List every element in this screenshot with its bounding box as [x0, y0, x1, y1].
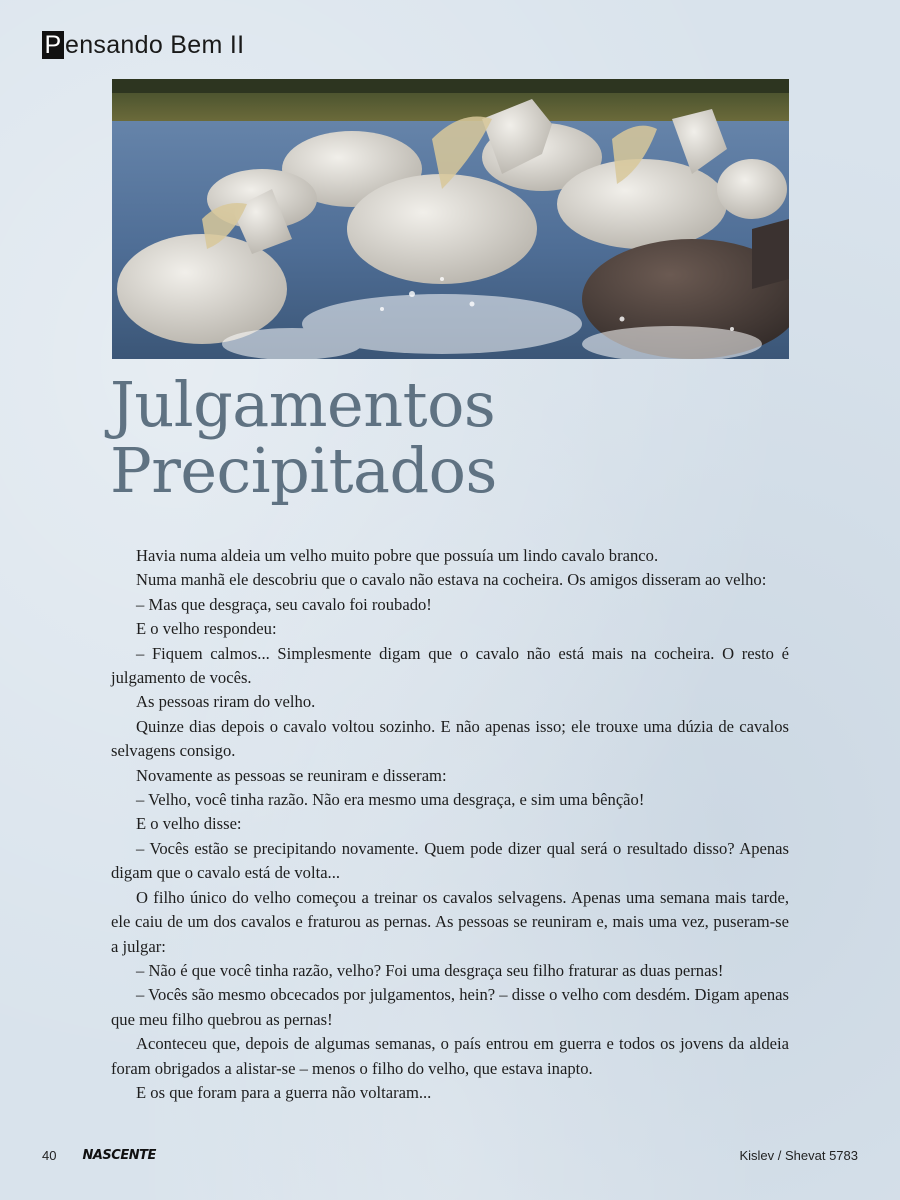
- paragraph: Quinze dias depois o cavalo voltou sozinho. E não apenas isso; ele trouxe uma dúzia de cavalos selvagens consigo.: [111, 716, 789, 761]
- page-number: 40: [42, 1148, 57, 1163]
- article-title-line-2: Precipitados: [110, 434, 497, 507]
- paragraph: E o velho disse:: [136, 814, 242, 834]
- footer-left: [42, 1148, 156, 1163]
- paragraph: As pessoas riram do velho.: [136, 692, 316, 712]
- paragraph: – Mas que desgraça, seu cavalo foi roubado!: [136, 594, 432, 614]
- paragraph: Novamente as pessoas se reuniram e disseram:: [136, 765, 447, 785]
- paragraph: – Não é que você tinha razão, velho? Foi uma desgraça seu filho fraturar as duas pernas!: [136, 960, 724, 980]
- paragraph: – Velho, você tinha razão. Não era mesmo uma desgraça, e sim uma bênção!: [136, 790, 645, 810]
- paragraph: – Fiquem calmos... Simplesmente digam que o cavalo não está mais na cocheira. O resto é julgamento de vocês.: [111, 643, 789, 688]
- magazine-logo: NASCENTE: [82, 1148, 156, 1163]
- paragraph: E os que foram para a guerra não voltaram...: [136, 1082, 432, 1102]
- paragraph: Havia numa aldeia um velho muito pobre que possuía um lindo cavalo branco.: [136, 546, 659, 565]
- section-header: [42, 30, 244, 60]
- article-title: [110, 368, 497, 507]
- article-body: [111, 544, 789, 1105]
- section-header-initial: P: [42, 31, 64, 59]
- paragraph: E o velho respondeu:: [136, 619, 277, 639]
- issue-date: Kislev / Shevat 5783: [739, 1148, 858, 1163]
- paragraph: Numa manhã ele descobriu que o cavalo não estava na cocheira. Os amigos disseram ao velho:: [136, 570, 767, 590]
- section-header-text: ensando Bem II: [65, 30, 245, 59]
- paragraph: Aconteceu que, depois de algumas semanas, o país entrou em guerra e todos os jovens da aldeia foram obrigados a alistar-se – menos o filho do velho, que estava inapto.: [111, 1034, 789, 1078]
- article-title-line-1: Julgamentos: [110, 368, 496, 441]
- paragraph: – Vocês estão se precipitando novamente. Quem pode dizer qual será o resultado disso? Apenas digam que o cavalo está de volta...: [111, 838, 789, 883]
- paragraph: O filho único do velho começou a treinar os cavalos selvagens. Apenas uma semana mais tarde, ele caiu de um dos cavalos e fraturou as pernas. As pessoas se reuniram e, mais uma vez, puseram-se a julgar:: [111, 887, 789, 956]
- paragraph: – Vocês são mesmo obcecados por julgamentos, hein? – disse o velho com desdém. Digam apenas que meu filho quebrou as pernas!: [111, 985, 789, 1029]
- hero-image-horses: [112, 79, 789, 359]
